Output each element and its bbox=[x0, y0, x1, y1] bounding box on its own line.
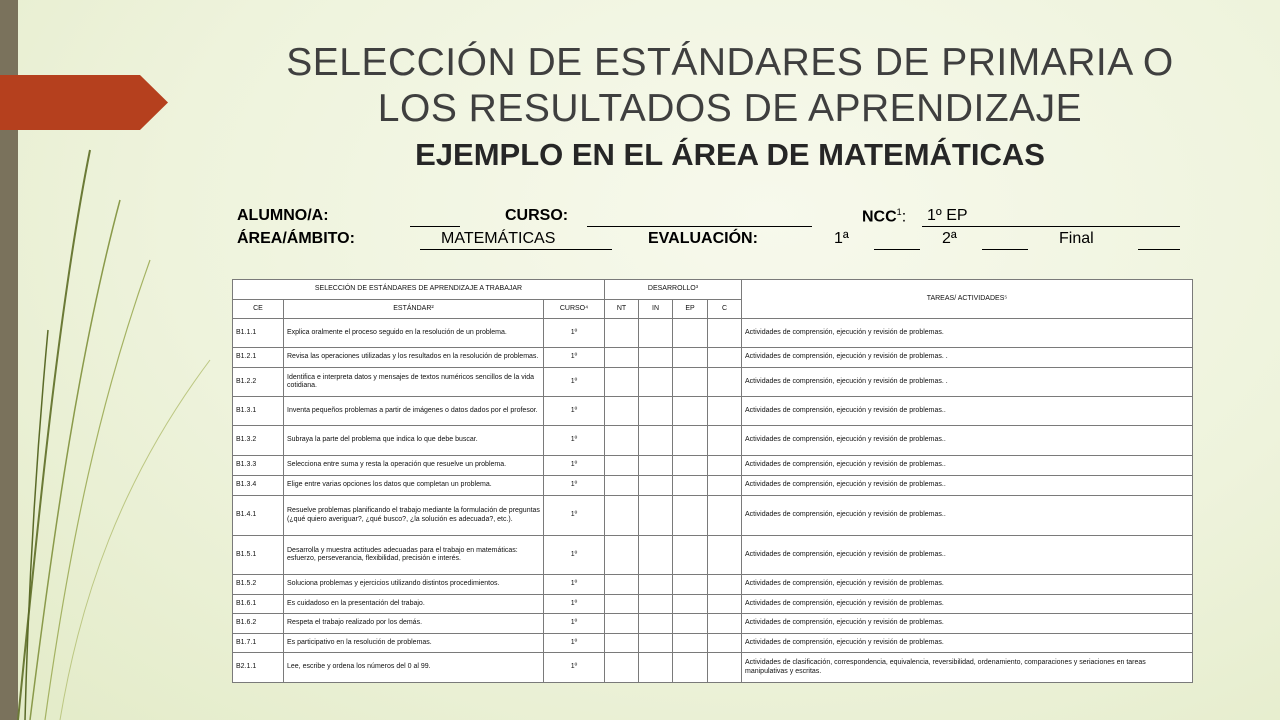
cell-ep bbox=[673, 476, 708, 496]
standards-table bbox=[232, 279, 1193, 683]
table-row bbox=[233, 456, 1193, 476]
cell-ce: B1.2.2 bbox=[233, 368, 284, 397]
cell-ep bbox=[673, 614, 708, 634]
cell-nt bbox=[605, 319, 639, 348]
cell-ep bbox=[673, 348, 708, 368]
table-row bbox=[233, 368, 1193, 397]
cell-curso: 1º bbox=[544, 614, 605, 634]
cell-ep bbox=[673, 595, 708, 614]
cell-ep bbox=[673, 575, 708, 595]
ncc-group bbox=[862, 207, 906, 226]
table-row bbox=[233, 426, 1193, 456]
ncc-label: NCC bbox=[862, 208, 897, 226]
cell-estandar: Es cuidadoso en la presentación del trabajo. bbox=[284, 595, 544, 614]
area-line bbox=[420, 249, 612, 250]
cell-c bbox=[708, 476, 742, 496]
cell-ep bbox=[673, 319, 708, 348]
cell-c bbox=[708, 426, 742, 456]
cell-tareas: Actividades de comprensión, ejecución y revisión de problemas. bbox=[742, 595, 1193, 614]
cell-tareas: Actividades de comprensión, ejecución y revisión de problemas. bbox=[742, 634, 1193, 653]
col-nt-header: NT bbox=[605, 300, 639, 319]
cell-nt bbox=[605, 575, 639, 595]
cell-nt bbox=[605, 634, 639, 653]
alumno-label: ALUMNO/A: bbox=[237, 207, 329, 224]
cell-c bbox=[708, 456, 742, 476]
cell-c bbox=[708, 368, 742, 397]
cell-ce: B1.5.2 bbox=[233, 575, 284, 595]
table-row bbox=[233, 536, 1193, 575]
table-row bbox=[233, 595, 1193, 614]
tareas-header: TAREAS/ ACTIVIDADES⁵ bbox=[742, 280, 1193, 319]
cell-ce: B1.3.4 bbox=[233, 476, 284, 496]
cell-ce: B1.6.1 bbox=[233, 595, 284, 614]
cell-tareas: Actividades de comprensión, ejecución y revisión de problemas.. bbox=[742, 456, 1193, 476]
cell-c bbox=[708, 319, 742, 348]
cell-tareas: Actividades de comprensión, ejecución y revisión de problemas.. bbox=[742, 397, 1193, 426]
cell-estandar: Desarrolla y muestra actitudes adecuadas para el trabajo en matemáticas: esfuerzo, perseverancia, flexibilidad, precisión e interés. bbox=[284, 536, 544, 575]
cell-c bbox=[708, 496, 742, 536]
cell-nt bbox=[605, 368, 639, 397]
cell-in bbox=[639, 634, 673, 653]
table-row bbox=[233, 575, 1193, 595]
arrow-tab-shape bbox=[0, 75, 168, 130]
table-row bbox=[233, 614, 1193, 634]
cell-curso: 1º bbox=[544, 496, 605, 536]
cell-estandar: Explica oralmente el proceso seguido en la resolución de un problema. bbox=[284, 319, 544, 348]
cell-ce: B2.1.1 bbox=[233, 653, 284, 683]
cell-estandar: Lee, escribe y ordena los números del 0 al 99. bbox=[284, 653, 544, 683]
cell-ce: B1.1.1 bbox=[233, 319, 284, 348]
cell-ep bbox=[673, 456, 708, 476]
table-row bbox=[233, 397, 1193, 426]
table-row bbox=[233, 634, 1193, 653]
cell-tareas: Actividades de comprensión, ejecución y revisión de problemas. bbox=[742, 614, 1193, 634]
cell-c bbox=[708, 348, 742, 368]
cell-nt bbox=[605, 614, 639, 634]
cell-ep bbox=[673, 653, 708, 683]
cell-estandar: Subraya la parte del problema que indica lo que debe buscar. bbox=[284, 426, 544, 456]
evaluacion-label: EVALUACIÓN: bbox=[648, 230, 758, 247]
cell-ce: B1.3.3 bbox=[233, 456, 284, 476]
cell-curso: 1º bbox=[544, 476, 605, 496]
ncc-value: 1º EP bbox=[927, 207, 968, 224]
cell-c bbox=[708, 575, 742, 595]
cell-ep bbox=[673, 634, 708, 653]
cell-estandar: Respeta el trabajo realizado por los demás. bbox=[284, 614, 544, 634]
col-c-header: C bbox=[708, 300, 742, 319]
ncc-line bbox=[922, 226, 1180, 227]
desarrollo-header: DESARROLLO³ bbox=[605, 280, 742, 300]
cell-in bbox=[639, 476, 673, 496]
title-line-1: SELECCIÓN DE ESTÁNDARES DE PRIMARIA O bbox=[286, 41, 1174, 84]
cell-nt bbox=[605, 476, 639, 496]
cell-in bbox=[639, 595, 673, 614]
cell-curso: 1º bbox=[544, 426, 605, 456]
cell-in bbox=[639, 319, 673, 348]
area-label: ÁREA/ÁMBITO: bbox=[237, 230, 355, 247]
cell-curso: 1º bbox=[544, 348, 605, 368]
cell-curso: 1º bbox=[544, 634, 605, 653]
group-header: SELECCIÓN DE ESTÁNDARES DE APRENDIZAJE A TRABAJAR bbox=[233, 280, 605, 300]
col-estandar-header: ESTÁNDAR² bbox=[284, 300, 544, 319]
cell-c bbox=[708, 536, 742, 575]
cell-estandar: Identifica e interpreta datos y mensajes de textos numéricos sencillos de la vida cotidiana. bbox=[284, 368, 544, 397]
cell-in bbox=[639, 456, 673, 476]
table-row bbox=[233, 496, 1193, 536]
table-row bbox=[233, 476, 1193, 496]
alumno-line bbox=[410, 226, 460, 227]
cell-ep bbox=[673, 536, 708, 575]
cell-c bbox=[708, 397, 742, 426]
col-ep-header: EP bbox=[673, 300, 708, 319]
curso-label: CURSO: bbox=[505, 207, 569, 224]
title-line-2: LOS RESULTADOS DE APRENDIZAJE bbox=[377, 87, 1083, 130]
cell-tareas: Actividades de comprensión, ejecución y revisión de problemas.. bbox=[742, 496, 1193, 536]
eval-final-line bbox=[1138, 249, 1180, 250]
table-row bbox=[233, 319, 1193, 348]
cell-in bbox=[639, 575, 673, 595]
cell-tareas: Actividades de clasificación, correspondencia, equivalencia, reversibilidad, ordenamiento, comparaciones y seriaciones en tareas manipulativas y escritas. bbox=[742, 653, 1193, 683]
cell-ep bbox=[673, 496, 708, 536]
cell-c bbox=[708, 653, 742, 683]
col-ce-header: CE bbox=[233, 300, 284, 319]
eval-1-label: 1ª bbox=[834, 230, 849, 247]
cell-ep bbox=[673, 368, 708, 397]
cell-tareas: Actividades de comprensión, ejecución y revisión de problemas.. bbox=[742, 536, 1193, 575]
area-value: MATEMÁTICAS bbox=[441, 230, 556, 247]
cell-ce: B1.3.2 bbox=[233, 426, 284, 456]
ncc-colon: : bbox=[901, 208, 907, 226]
cell-nt bbox=[605, 595, 639, 614]
cell-nt bbox=[605, 653, 639, 683]
curso-line bbox=[587, 226, 812, 227]
cell-nt bbox=[605, 456, 639, 476]
col-curso-header: CURSO⁴ bbox=[544, 300, 605, 319]
cell-estandar: Selecciona entre suma y resta la operación que resuelve un problema. bbox=[284, 456, 544, 476]
cell-in bbox=[639, 536, 673, 575]
cell-nt bbox=[605, 426, 639, 456]
cell-in bbox=[639, 614, 673, 634]
cell-nt bbox=[605, 536, 639, 575]
cell-ce: B1.2.1 bbox=[233, 348, 284, 368]
cell-in bbox=[639, 426, 673, 456]
cell-estandar: Soluciona problemas y ejercicios utilizando distintos procedimientos. bbox=[284, 575, 544, 595]
page-title bbox=[200, 40, 1260, 132]
cell-tareas: Actividades de comprensión, ejecución y revisión de problemas. bbox=[742, 319, 1193, 348]
cell-estandar: Es participativo en la resolución de problemas. bbox=[284, 634, 544, 653]
cell-in bbox=[639, 496, 673, 536]
cell-curso: 1º bbox=[544, 319, 605, 348]
cell-in bbox=[639, 397, 673, 426]
eval-1-line bbox=[874, 249, 920, 250]
cell-ep bbox=[673, 426, 708, 456]
cell-curso: 1º bbox=[544, 397, 605, 426]
eval-2-label: 2ª bbox=[942, 230, 957, 247]
cell-in bbox=[639, 348, 673, 368]
cell-curso: 1º bbox=[544, 456, 605, 476]
cell-ce: B1.6.2 bbox=[233, 614, 284, 634]
cell-in bbox=[639, 368, 673, 397]
eval-final-label: Final bbox=[1059, 230, 1094, 247]
cell-c bbox=[708, 634, 742, 653]
eval-2-line bbox=[982, 249, 1028, 250]
cell-nt bbox=[605, 348, 639, 368]
cell-tareas: Actividades de comprensión, ejecución y revisión de problemas. bbox=[742, 575, 1193, 595]
cell-in bbox=[639, 653, 673, 683]
ncc-sup: 1 bbox=[896, 207, 902, 217]
cell-estandar: Revisa las operaciones utilizadas y los resultados en la resolución de problemas. bbox=[284, 348, 544, 368]
cell-curso: 1º bbox=[544, 653, 605, 683]
cell-c bbox=[708, 595, 742, 614]
cell-ce: B1.7.1 bbox=[233, 634, 284, 653]
cell-estandar: Resuelve problemas planificando el trabajo mediante la formulación de preguntas (¿qué quiero averiguar?, ¿qué busco?, ¿la solución es adecuada?, etc.). bbox=[284, 496, 544, 536]
page-subtitle: EJEMPLO EN EL ÁREA DE MATEMÁTICAS bbox=[415, 137, 1045, 172]
cell-ce: B1.4.1 bbox=[233, 496, 284, 536]
cell-curso: 1º bbox=[544, 368, 605, 397]
cell-tareas: Actividades de comprensión, ejecución y revisión de problemas. . bbox=[742, 368, 1193, 397]
cell-nt bbox=[605, 496, 639, 536]
col-in-header: IN bbox=[639, 300, 673, 319]
cell-tareas: Actividades de comprensión, ejecución y revisión de problemas.. bbox=[742, 426, 1193, 456]
cell-estandar: Elige entre varias opciones los datos que completan un problema. bbox=[284, 476, 544, 496]
cell-tareas: Actividades de comprensión, ejecución y revisión de problemas. . bbox=[742, 348, 1193, 368]
cell-ep bbox=[673, 397, 708, 426]
cell-tareas: Actividades de comprensión, ejecución y revisión de problemas.. bbox=[742, 476, 1193, 496]
table-row bbox=[233, 653, 1193, 683]
cell-curso: 1º bbox=[544, 575, 605, 595]
cell-ce: B1.5.1 bbox=[233, 536, 284, 575]
cell-c bbox=[708, 614, 742, 634]
cell-nt bbox=[605, 397, 639, 426]
cell-ce: B1.3.1 bbox=[233, 397, 284, 426]
cell-estandar: Inventa pequeños problemas a partir de imágenes o datos dados por el profesor. bbox=[284, 397, 544, 426]
table-row bbox=[233, 348, 1193, 368]
cell-curso: 1º bbox=[544, 536, 605, 575]
cell-curso: 1º bbox=[544, 595, 605, 614]
